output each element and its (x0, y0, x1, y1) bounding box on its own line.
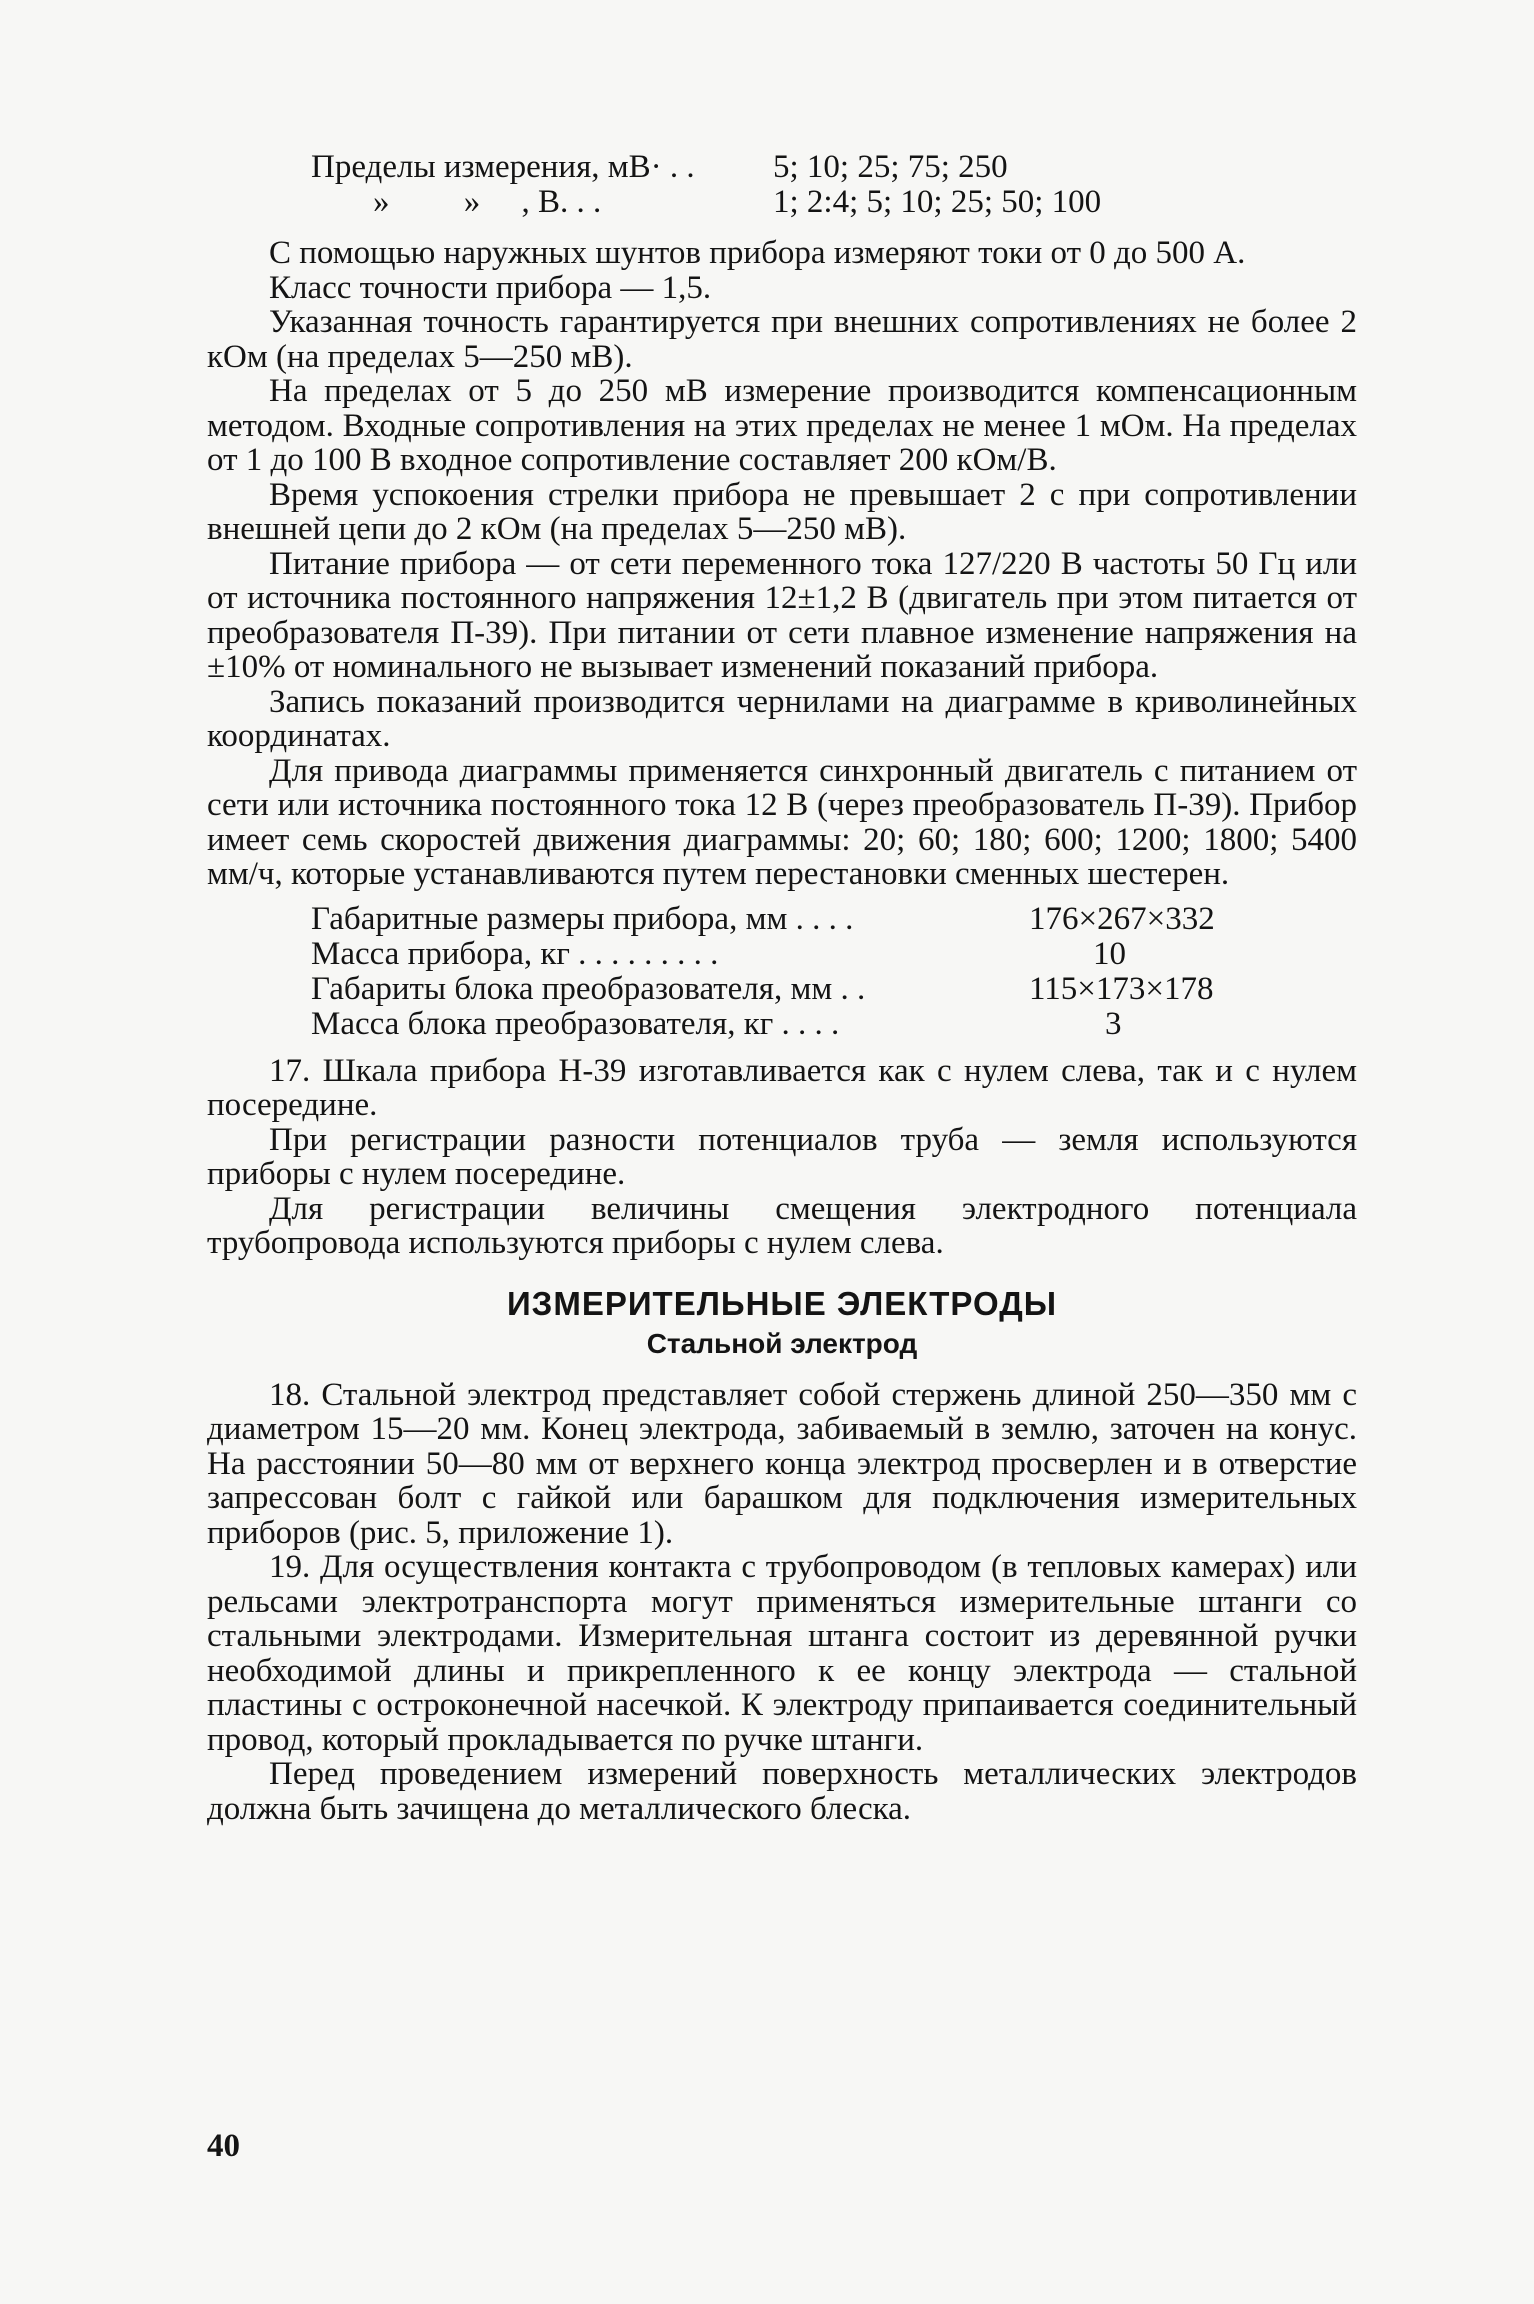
table-label: Габариты блока преобразователя, мм . . (311, 970, 866, 1007)
page-content (207, 150, 1357, 1826)
paragraph-accuracy-guarantee: Указанная точность гарантируется при внешних сопротивлениях не более 2 кОм (на пределах 5—250 мВ). (207, 304, 1357, 375)
paragraph-recording: Запись показаний производится чернилами на диаграмме в криволинейных координатах. (207, 683, 1357, 754)
table-row (311, 902, 1351, 937)
paragraph-cleaning: Перед проведением измерений поверхность металлических электродов должна быть зачищена до металлического блеска. (207, 1756, 1357, 1827)
table-row (311, 1007, 1351, 1042)
spec-values: 1; 2:4; 5; 10; 25; 50; 100 (773, 184, 1102, 220)
spec-label: » » , В. . . (373, 184, 602, 220)
spec-values: 5; 10; 25; 75; 250 (773, 149, 1008, 185)
table-value: 3 (1105, 1005, 1122, 1042)
paragraph-potential-difference: При регистрации разности потенциалов труба — земля используются приборы с нулем посередине. (207, 1121, 1357, 1192)
paragraph-measuring-rods: 19. Для осуществления контакта с трубопроводом (в тепловых камерах) или рельсами электротранспорта могут применяться измерительные штанги со стальными электродами. Измерительная штанга состоит из деревянной ручки необходимой длины и прикрепленного к ее концу электрода — стальной пластины с остроконечной насечкой. К электроду припаивается соединительный провод, который прокладывается по ручке штанги. (207, 1549, 1357, 1758)
paragraph-compensation-method: На пределах от 5 до 250 мВ измерение производится компенсационным методом. Входные сопротивления на этих пределах не менее 1 мОм. На пределах от 1 до 100 В входное сопротивление составляет 200 кОм/В. (207, 373, 1357, 478)
spec-label: Пределы измерения, мВ· . . (311, 149, 695, 185)
paragraph-shunts: С помощью наружных шунтов прибора измеряют токи от 0 до 500 А. (269, 235, 1246, 271)
table-label: Масса прибора, кг . . . . . . . . . (311, 935, 719, 972)
dimensions-table (311, 902, 1357, 1044)
table-value: 176×267×332 (1029, 900, 1215, 937)
spec-line-v (207, 185, 1357, 220)
paragraph-accuracy-class: Класс точности прибора — 1,5. (269, 269, 712, 306)
table-value: 115×173×178 (1029, 970, 1214, 1007)
table-row (311, 937, 1351, 972)
spec-line-mv (207, 150, 1357, 185)
page-number: 40 (207, 2128, 240, 2164)
paragraph-potential-shift: Для регистрации величины смещения электродного потенциала трубопровода используются приборы с нулем слева. (207, 1190, 1357, 1261)
paragraph-steel-electrode: 18. Стальной электрод представляет собой стержень длиной 250—350 мм с диаметром 15—20 мм. Конец электрода, забиваемый в землю, заточен на конус. На расстоянии 50—80 мм от верхнего конца электрод просверлен и в отверстие запрессован болт с гайкой или барашком для подключения измерительных приборов (рис. 5, приложение 1). (207, 1376, 1357, 1551)
paragraph-settling-time: Время успокоения стрелки прибора не превышает 2 с при сопротивлении внешней цепи до 2 кОм (на пределах 5—250 мВ). (207, 476, 1357, 547)
paragraph-power-supply: Питание прибора — от сети переменного тока 127/220 В частоты 50 Гц или от источника постоянного напряжения 12±1,2 В (двигатель при этом питается от преобразователя П-39). При питании от сети плавное изменение напряжения на ±10% от номинального не вызывает изменений показаний прибора. (207, 545, 1357, 685)
table-value: 10 (1093, 935, 1126, 972)
table-label: Габаритные размеры прибора, мм . . . . (311, 900, 854, 937)
table-label: Масса блока преобразователя, кг . . . . (311, 1005, 840, 1042)
section-heading: ИЗМЕРИТЕЛЬНЫЕ ЭЛЕКТРОДЫ (506, 1284, 1058, 1322)
paragraph-diagram-drive: Для привода диаграммы применяется синхронный двигатель с питанием от сети или источника постоянного тока 12 В (через преобразователь П-39). Прибор имеет семь скоростей движения диаграммы: 20; 60; 180; 600; 1200; 1800; 5400 мм/ч, которые устанавливаются путем перестановки сменных шестерен. (207, 752, 1357, 892)
paragraph-scale: 17. Шкала прибора Н-39 изготавливается как с нулем слева, так и с нулем посередине. (207, 1052, 1357, 1123)
subsection-heading: Стальной электрод (646, 1328, 918, 1359)
table-row (311, 972, 1351, 1007)
